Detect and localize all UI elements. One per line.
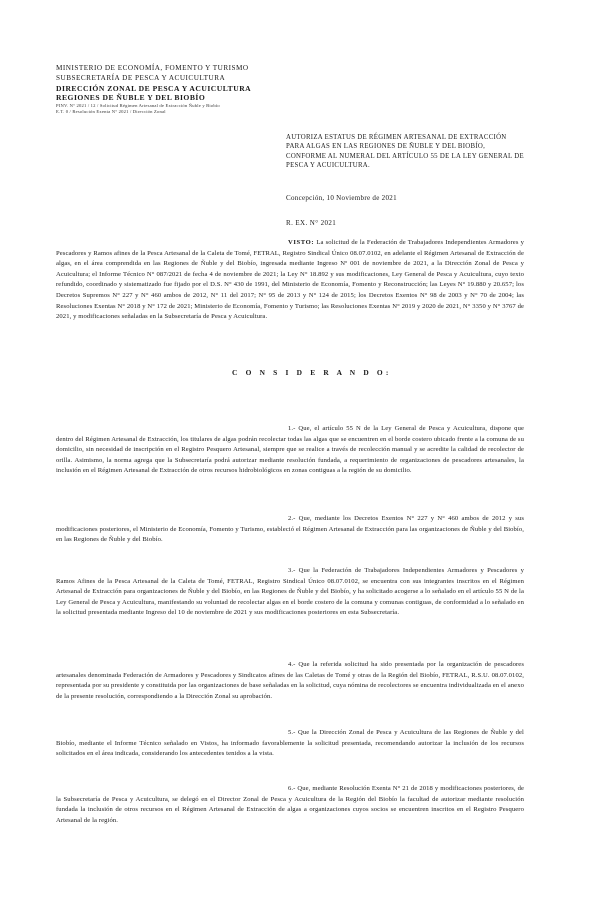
header-regions: REGIONES DE ÑUBLE Y DEL BIOBÍO	[56, 93, 206, 103]
place-date: Concepción, 10 Noviembre de 2021	[286, 194, 397, 202]
considerando-item-2: 2.- Que, mediante los Decretos Exentos N° 227 y N° 460 ambos de 2012 y sus modificaciones posteriores, el Ministerio de Economía, Fomento y Turismo, estableció el Régimen Artesanal de Extracción para las organizaciones de Ñuble y del Biobío, en las Regiones de Ñuble y del Biobío.	[56, 515, 524, 544]
header-undersecretariat: SUBSECRETARÍA DE PESCA Y ACUICULTURA	[56, 73, 226, 82]
vistos-text: La solicitud de la Federación de Trabajadores Independientes Armadores y Pescadores y Ramos afines de la Pesca Artesanal de la Caleta de Tomé, FETRAL, Registro Sindical Único 08.07.0102, en adelante el Régimen Artesanal de Extracción de algas, en el área comprendida en las Regiones de Ñuble y del Biobío, ingresada mediante Ingreso Nº 001 de noviembre de 2021, a la Dirección Zonal de Pesca y Acuicultura; el Informe Técnico N° 087/2021 de fecha 4 de noviembre de 2021; la Ley N° 18.892 y sus modificaciones, Ley General de Pesca y Acuicultura, cuyo texto refundido, coordinado y sistematizado fue fijado por el D.S. N° 430 de 1991, del Ministerio de Economía, Fomento y Reconstrucción; las Leyes N° 19.880 y 20.657; los Decretos Supremos N° 227 y N° 460 ambos de 2012, N° 11 del 2017; N° 95 de 2013 y N° 124 de 2015; los Decretos Exentos N° 98 de 2003 y N° 70 de 2004; las Resoluciones Exentas N° 2018 y N° 172 de 2021; Ministerio de Economía, Fomento y Turismo; las Resoluciones Exentas N° 2019 y 2020 de 2021, N° 3350 y N° 3767 de 2021, y modificaciones señaladas en la Subsecretaría de Pesca y Acuicultura.	[56, 239, 525, 321]
resolution-subject: AUTORIZA ESTATUS DE RÉGIMEN ARTESANAL DE EXTRACCIÓN PARA ALGAS EN LAS REGIONES DE ÑUBLE Y DEL BIOBÍO, CONFORME AL NUMERAL DEL ARTÍCULO 55 DE LA LEY GENERAL DE PESCA Y ACUICULTURA.	[286, 134, 524, 170]
letterhead	[56, 64, 286, 115]
header-ministry: MINISTERIO DE ECONOMÍA, FOMENTO Y TURISMO	[56, 64, 249, 72]
considerando-title: C O N S I D E R A N D O:	[232, 368, 392, 377]
considerando-item-5: 5.- Que la Dirección Zonal de Pesca y Acuicultura de las Regiones de Ñuble y del Biobío, mediante el Informe Técnico señalado en Vistos, ha informado favorablemente la solicitud presentada, recomendando autorizar la inclusión de los recursos solicitados en el área indicada, considerando los antecedentes tenidos a la vista.	[56, 729, 524, 758]
resolution-number: R. EX. N° 2021	[286, 219, 337, 227]
vistos-lead: VISTO:	[288, 239, 315, 246]
considerando-item-4: 4.- Que la referida solicitud ha sido presentada por la organización de pescadores artesanales denominada Federación de Armadores y Pescadores y Sindicatos afines de las Caletas de Tomé y otras de la Región del Biobío, FETRAL, R.S.U. 08.07.0102, representada por su presidente y constituida por las organizaciones de base señaladas en la solicitud, cuya nómina de recolectores se encuentra individualizada en el anexo de la presente resolución, correspondiendo a la Dirección Zonal su aprobación.	[56, 661, 524, 700]
considerando-item-1: 1.- Que, el artículo 55 N de la Ley General de Pesca y Acuicultura, dispone que dentro del Régimen Artesanal de Extracción, los titulares de algas podrán recolectar todas las algas que se encuentren en el borde costero ubicado frente a la comuna de su domicilio, sin necesidad de inscripción en el Registro Pesquero Artesanal, siempre que se realice a través de recolección manual y se acredite la calidad de recolector de orilla. Asimismo, la norma agrega que la Subsecretaría podrá autorizar mediante resolución fundada, a requerimiento de organizaciones de pescadores artesanales, la inclusión en el Régimen Artesanal de Extracción de otros recursos hidrobiológicos en zonas contiguas a la región de su domicilio.	[56, 425, 524, 475]
considerando-item-3: 3.- Que la Federación de Trabajadores Independientes Armadores y Pescadores y Ramos Afines de la Pesca Artesanal de la Caleta de Tomé, FETRAL, Registro Sindical Único 08.07.0102, se encuentra con sus integrantes inscritos en el Régimen Artesanal de Extracción para organizaciones de Ñuble y del Biobío, en las Regiones de Ñuble y del Biobío, y ha solicitado acogerse a lo señalado en el artículo 55 N de la Ley General de Pesca y Acuicultura, manifestando su voluntad de recolectar algas en el borde costero de la comuna y comunas contiguas, de conformidad a lo señalado en la solicitud presentada mediante Ingreso del 10 de noviembre de 2021 y sus modificaciones posteriores en esta Subsecretaría.	[56, 567, 524, 617]
header-reference-2: E.T. 0 / Resolución Exenta N° 2021 / Dirección Zonal	[56, 109, 166, 115]
header-zonal-direction: DIRECCIÓN ZONAL DE PESCA Y ACUICULTURA	[56, 83, 252, 93]
header-reference-1: PINV. N° 2021 / 12 / Solicitud Régimen Artesanal de Extracción Ñuble y Biobío	[56, 103, 220, 109]
vistos-paragraph	[56, 238, 524, 323]
considerando-item-6: 6.- Que, mediante Resolución Exenta N° 21 de 2018 y modificaciones posteriores, de la Subsecretaría de Pesca y Acuicultura, se delegó en el Director Zonal de Pesca y Acuicultura de la Región del Biobío la facultad de autorizar mediante resolución fundada la inclusión de otros recursos en el Régimen Artesanal de Extracción de algas a organizaciones cuyos socios se encuentren inscritos en el Registro Pesquero Artesanal de la región.	[56, 785, 524, 824]
